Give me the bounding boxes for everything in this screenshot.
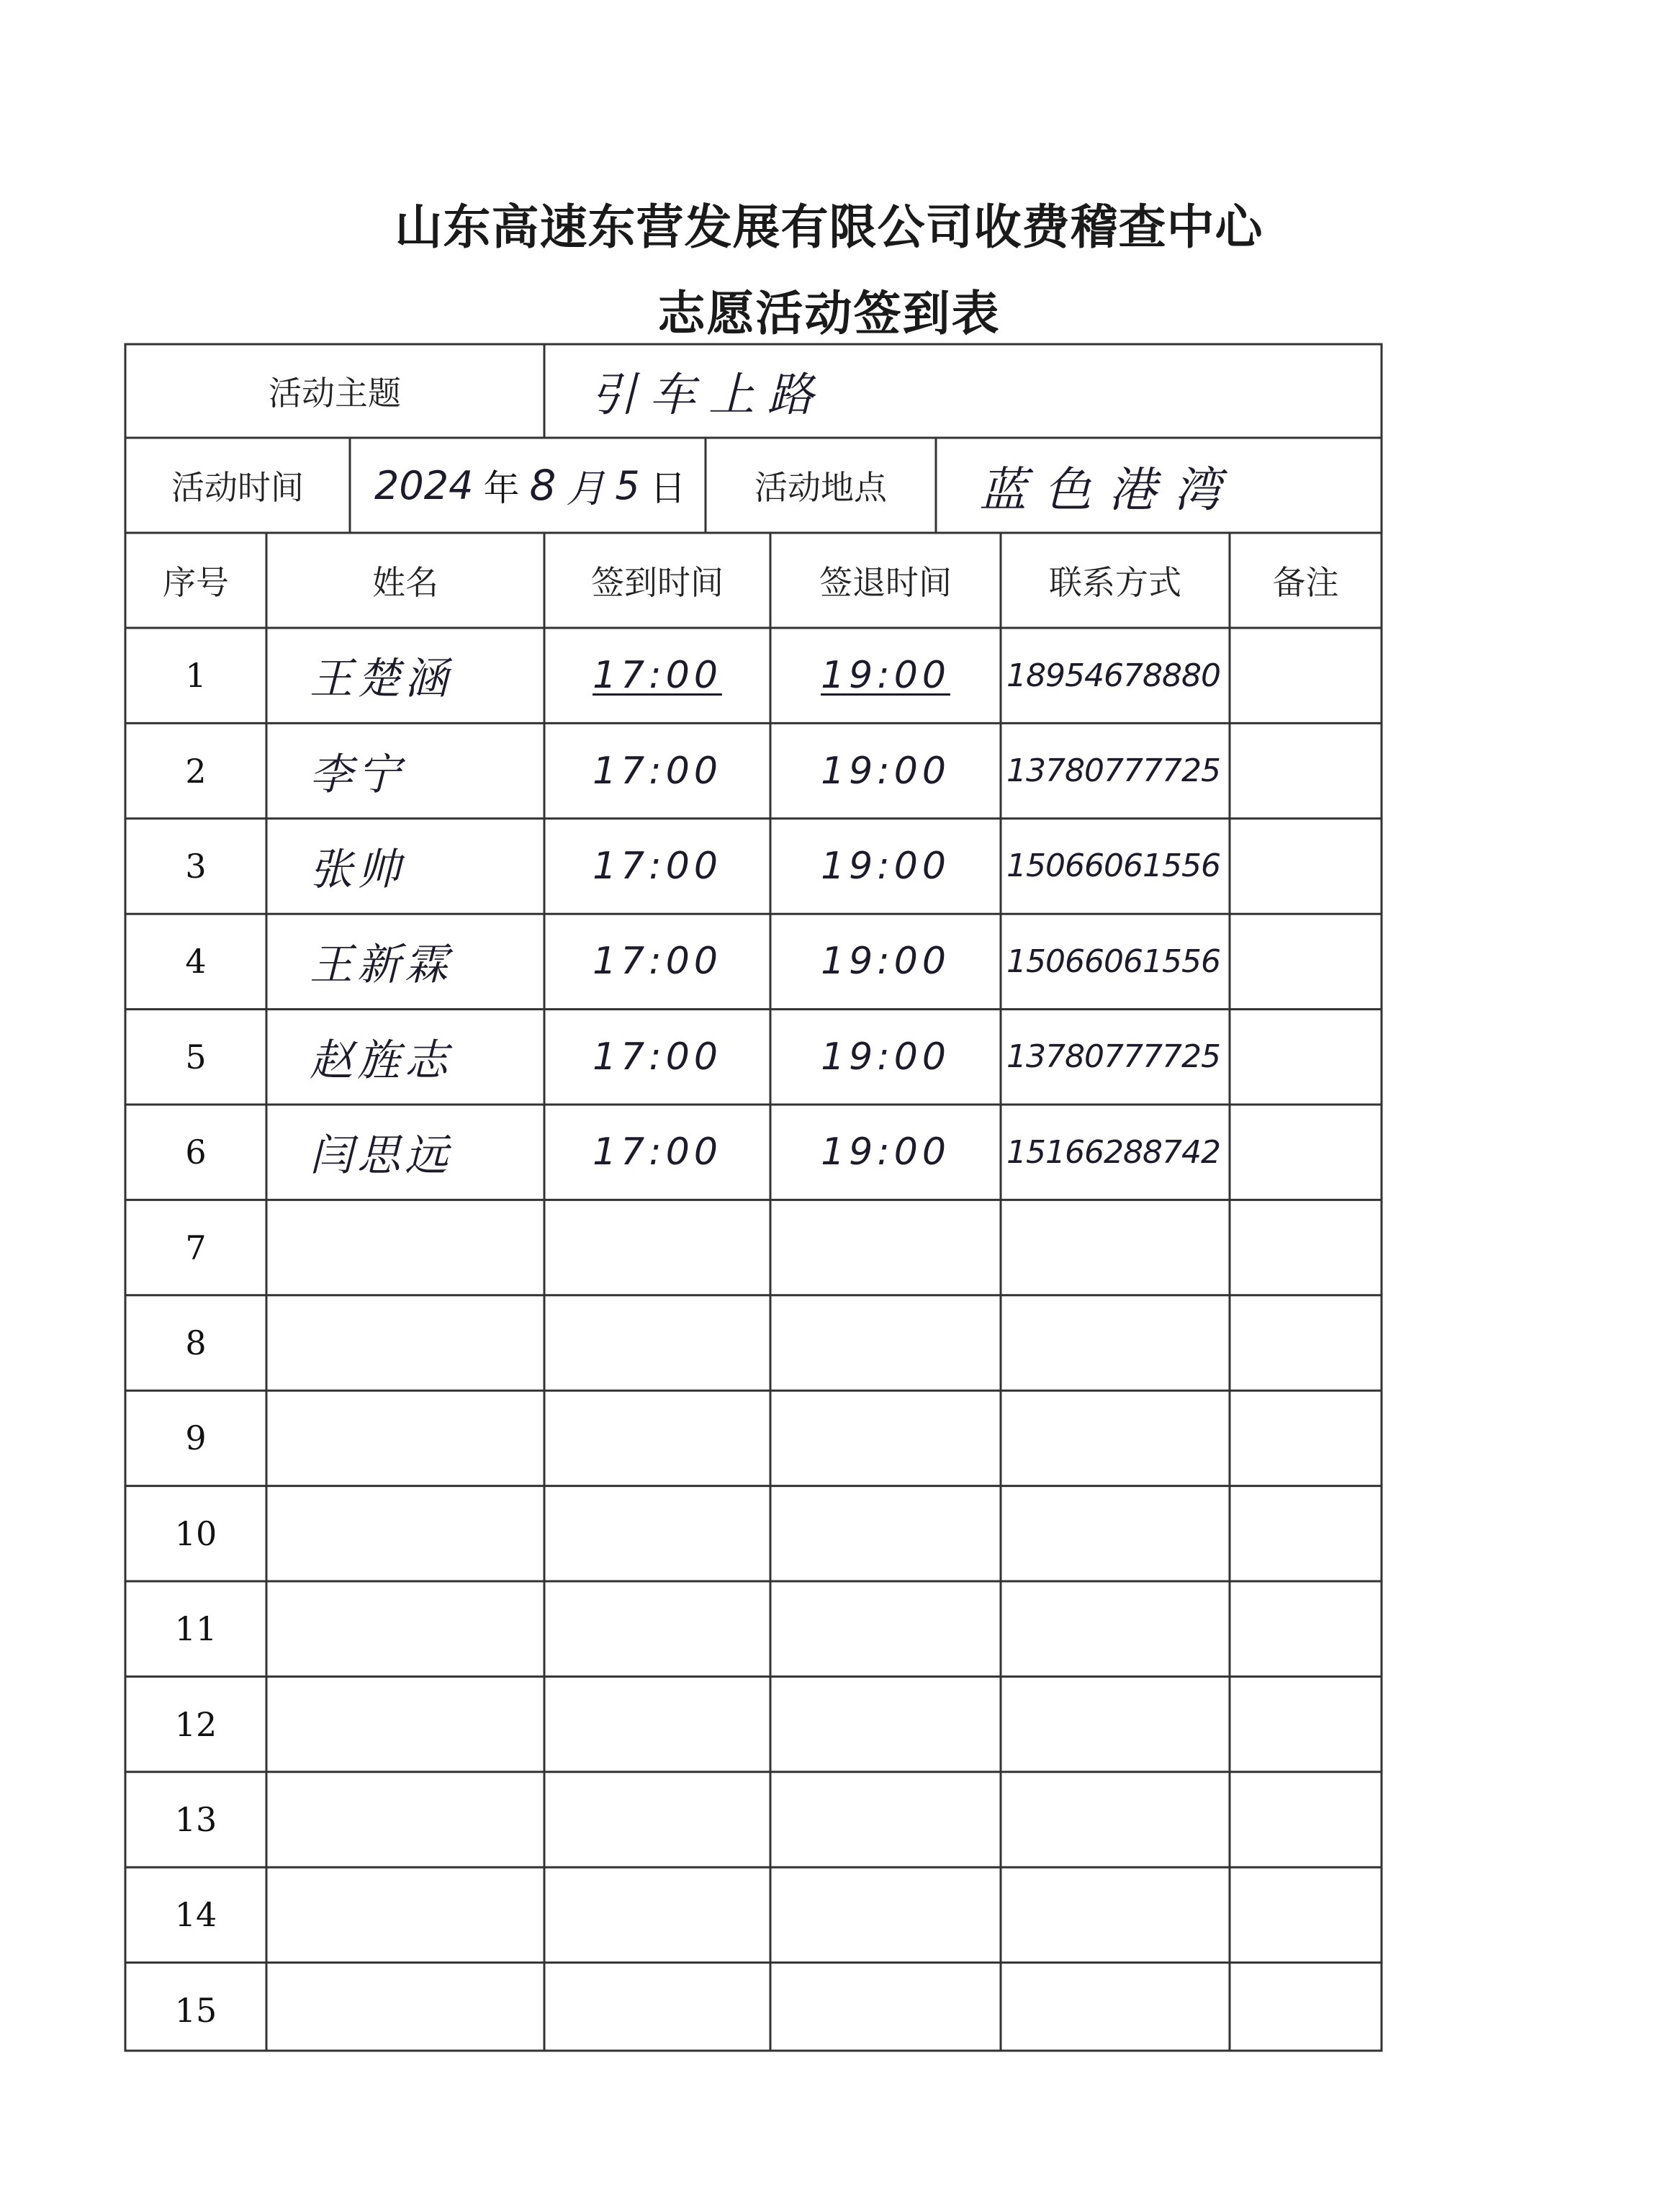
phone-number: 18954678880 (1006, 657, 1220, 694)
date-day: 5 (615, 462, 640, 508)
checkin-time: 17:00 (593, 940, 722, 984)
signer-name: 王楚涵 (310, 654, 452, 705)
theme-label: 活动主题 (269, 374, 401, 413)
signer-name: 王新霖 (310, 940, 452, 991)
header-contact: 联系方式 (1049, 563, 1181, 602)
header-checkout: 签退时间 (819, 563, 952, 602)
header-note: 备注 (1272, 563, 1339, 602)
date-value (374, 438, 706, 533)
theme-value: 引车上路 (590, 369, 826, 422)
row-number: 9 (185, 1419, 207, 1458)
row-number: 3 (185, 846, 207, 886)
checkout-time: 19:00 (821, 940, 950, 984)
phone-number: 15066061556 (1006, 943, 1220, 980)
date-month: 8 (529, 461, 557, 510)
date-year: 2024 (374, 462, 474, 508)
checkin-time: 17:00 (593, 654, 722, 698)
checkin-time: 17:00 (593, 1035, 722, 1079)
row-number: 11 (174, 1609, 217, 1649)
checkout-time: 19:00 (821, 1130, 950, 1174)
date-day-unit: 日 (649, 467, 686, 509)
checkout-time: 19:00 (821, 1035, 950, 1079)
phone-number: 13780777725 (1006, 752, 1220, 790)
row-number: 4 (185, 942, 207, 981)
date-year-unit: 年 (483, 467, 520, 509)
phone-number: 15066061556 (1006, 848, 1220, 885)
checkin-time: 17:00 (593, 844, 722, 888)
header-no: 序号 (163, 563, 229, 602)
place-label: 活动地点 (754, 468, 887, 507)
header-name: 姓名 (372, 563, 438, 602)
row-number: 6 (185, 1133, 207, 1172)
checkout-time: 19:00 (821, 844, 950, 888)
row-number: 12 (174, 1704, 217, 1744)
checkout-time: 19:00 (821, 749, 950, 793)
row-number: 2 (185, 751, 207, 791)
signer-name: 赵旌志 (310, 1035, 452, 1086)
row-number: 14 (174, 1895, 217, 1935)
checkout-time: 19:00 (821, 654, 950, 698)
time-label: 活动时间 (171, 468, 304, 507)
phone-number: 13780777725 (1006, 1038, 1220, 1076)
signer-name: 张帅 (310, 844, 405, 895)
document-title: 山东高速东营发展有限公司收费稽查中心 (395, 199, 1263, 255)
phone-number: 15166288742 (1006, 1133, 1220, 1171)
header-checkin: 签到时间 (591, 563, 724, 602)
signer-name: 李宁 (310, 749, 405, 800)
place-value: 蓝色港湾 (979, 462, 1238, 518)
row-number: 10 (174, 1514, 217, 1553)
row-number: 15 (174, 1990, 217, 2030)
row-number: 1 (185, 656, 207, 696)
row-number: 8 (185, 1323, 207, 1362)
row-number: 7 (185, 1228, 207, 1267)
document-subtitle: 志愿活动签到表 (657, 286, 1001, 341)
checkin-time: 17:00 (593, 1130, 722, 1174)
row-number: 13 (174, 1799, 217, 1839)
row-number: 5 (185, 1037, 207, 1076)
signer-name: 闫思远 (310, 1130, 452, 1182)
date-month-unit: 月 (566, 465, 605, 511)
checkin-time: 17:00 (593, 749, 722, 793)
